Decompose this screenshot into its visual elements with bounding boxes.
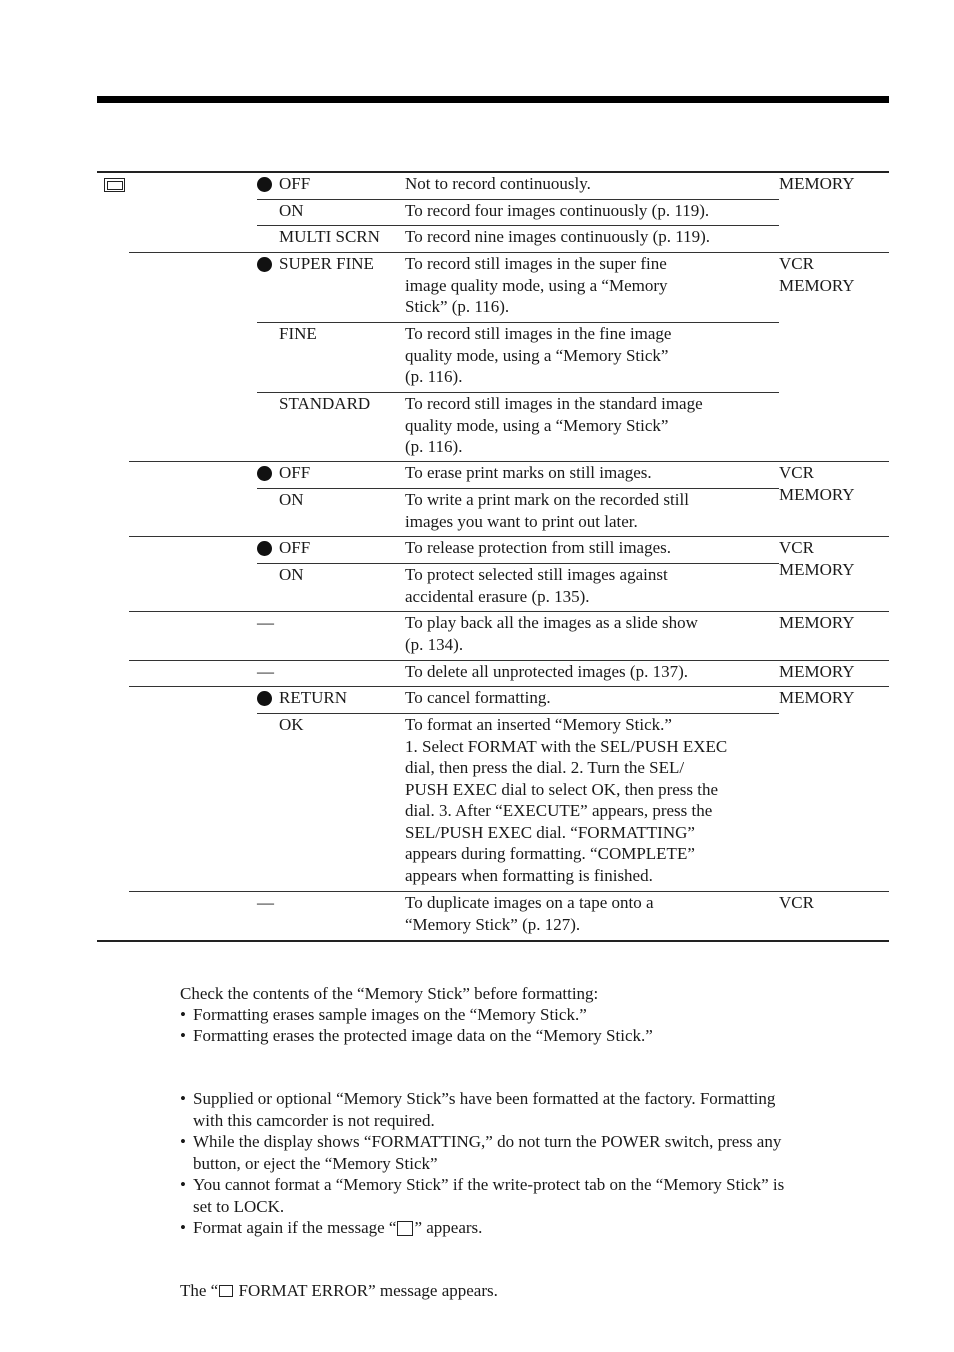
mode-label: MEMORY: [779, 174, 855, 193]
table-bottom-rule: [97, 940, 889, 942]
setting-description: To cancel formatting.: [405, 688, 551, 707]
setting-description: (p. 116).: [405, 367, 463, 386]
setting-description: accidental erasure (p. 135).: [405, 586, 590, 606]
setting-description: To record nine images continuously (p. 119).: [405, 227, 711, 246]
setting-description: image quality mode, using a “Memory: [405, 275, 668, 295]
setting-description: quality mode, using a “Memory Stick”: [405, 345, 669, 365]
setting-value: STANDARD: [279, 394, 371, 413]
mode-label: VCR: [779, 893, 814, 912]
list-item: • Formatting erases sample images on the “Memory Stick.”: [180, 1005, 587, 1024]
setting-value: —: [257, 613, 274, 632]
top-rule: [97, 96, 889, 103]
setting-description: appears during formatting. “COMPLETE”: [405, 844, 695, 863]
setting-value: —: [257, 662, 274, 681]
setting-description: “Memory Stick” (p. 127).: [405, 914, 581, 934]
setting-value: OFF: [279, 538, 311, 557]
setting-description: To protect selected still images against: [405, 565, 668, 584]
default-setting-bullet: [257, 466, 272, 481]
setting-description: To record four images continuously (p. 119).: [405, 201, 710, 220]
mode-label: VCR: [779, 254, 814, 273]
setting-value: OFF: [279, 463, 311, 482]
setting-description: (p. 116).: [405, 437, 463, 456]
mode-label: VCR: [779, 538, 814, 557]
setting-description: dial, then press the dial. 2. Turn the SEL/: [405, 758, 685, 777]
setting-description: To delete all unprotected images (p. 137).: [405, 662, 688, 681]
setting-value: ON: [279, 490, 304, 509]
list-item-continuation: set to LOCK.: [193, 1197, 285, 1216]
setting-description: To play back all the images as a slide show: [405, 613, 698, 632]
format-caution-intro: Check the contents of the “Memory Stick” before formatting:: [180, 984, 599, 1003]
setting-value: ON: [279, 565, 304, 584]
memory-stick-icon: [219, 1285, 233, 1297]
setting-description: Not to record continuously.: [405, 174, 591, 193]
mode-label: MEMORY: [779, 613, 855, 632]
setting-description: To record still images in the fine image: [405, 324, 672, 343]
setting-description: dial. 3. After “EXECUTE” appears, press the: [405, 801, 713, 820]
default-setting-bullet: [257, 691, 272, 706]
setting-description: 1. Select FORMAT with the SEL/PUSH EXEC: [405, 736, 728, 756]
setting-value: MULTI SCRN: [279, 227, 380, 246]
list-item-continuation: with this camcorder is not required.: [193, 1111, 435, 1130]
setting-value: OFF: [279, 174, 311, 193]
setting-value: SUPER FINE: [279, 254, 374, 273]
setting-description: SEL/PUSH EXEC dial. “FORMATTING”: [405, 822, 695, 842]
mode-label: MEMORY: [779, 484, 855, 504]
memory-stick-icon: [104, 178, 125, 192]
mode-label: VCR: [779, 463, 814, 482]
setting-description: PUSH EXEC dial to select OK, then press the: [405, 779, 719, 799]
setting-description: appears when formatting is finished.: [405, 865, 653, 885]
list-item: • Format again if the message “ ” appears.: [180, 1218, 483, 1237]
setting-description: To record still images in the standard image: [405, 394, 703, 413]
setting-value: OK: [279, 715, 304, 734]
list-item: • While the display shows “FORMATTING,” do not turn the POWER switch, press any: [180, 1132, 782, 1151]
setting-value: RETURN: [279, 688, 347, 707]
list-item: • Supplied or optional “Memory Stick”s have been formatted at the factory. Formatting: [180, 1089, 776, 1108]
format-error-note: The “ FORMAT ERROR” message appears.: [180, 1281, 498, 1300]
setting-value: FINE: [279, 324, 317, 343]
setting-description: To format an inserted “Memory Stick.”: [405, 715, 672, 734]
setting-value: ON: [279, 201, 304, 220]
mode-label: MEMORY: [779, 559, 855, 579]
setting-description: To write a print mark on the recorded still: [405, 490, 689, 509]
setting-description: To release protection from still images.: [405, 538, 672, 557]
memory-stick-error-icon: [397, 1221, 413, 1236]
default-setting-bullet: [257, 541, 272, 556]
setting-description: (p. 134).: [405, 634, 464, 654]
setting-value: —: [257, 893, 274, 912]
setting-description: To duplicate images on a tape onto a: [405, 893, 654, 912]
mode-label: MEMORY: [779, 662, 855, 681]
list-item-continuation: button, or eject the “Memory Stick”: [193, 1154, 438, 1173]
default-setting-bullet: [257, 177, 272, 192]
mode-label: MEMORY: [779, 688, 855, 707]
setting-description: Stick” (p. 116).: [405, 297, 510, 316]
setting-description: images you want to print out later.: [405, 511, 638, 531]
mode-label: MEMORY: [779, 275, 855, 295]
list-item: • Formatting erases the protected image data on the “Memory Stick.”: [180, 1026, 653, 1045]
setting-description: To erase print marks on still images.: [405, 463, 652, 482]
setting-description: To record still images in the super fine: [405, 254, 667, 273]
list-item: • You cannot format a “Memory Stick” if the write-protect tab on the “Memory Stick” is: [180, 1175, 785, 1194]
default-setting-bullet: [257, 257, 272, 272]
setting-description: quality mode, using a “Memory Stick”: [405, 415, 669, 435]
